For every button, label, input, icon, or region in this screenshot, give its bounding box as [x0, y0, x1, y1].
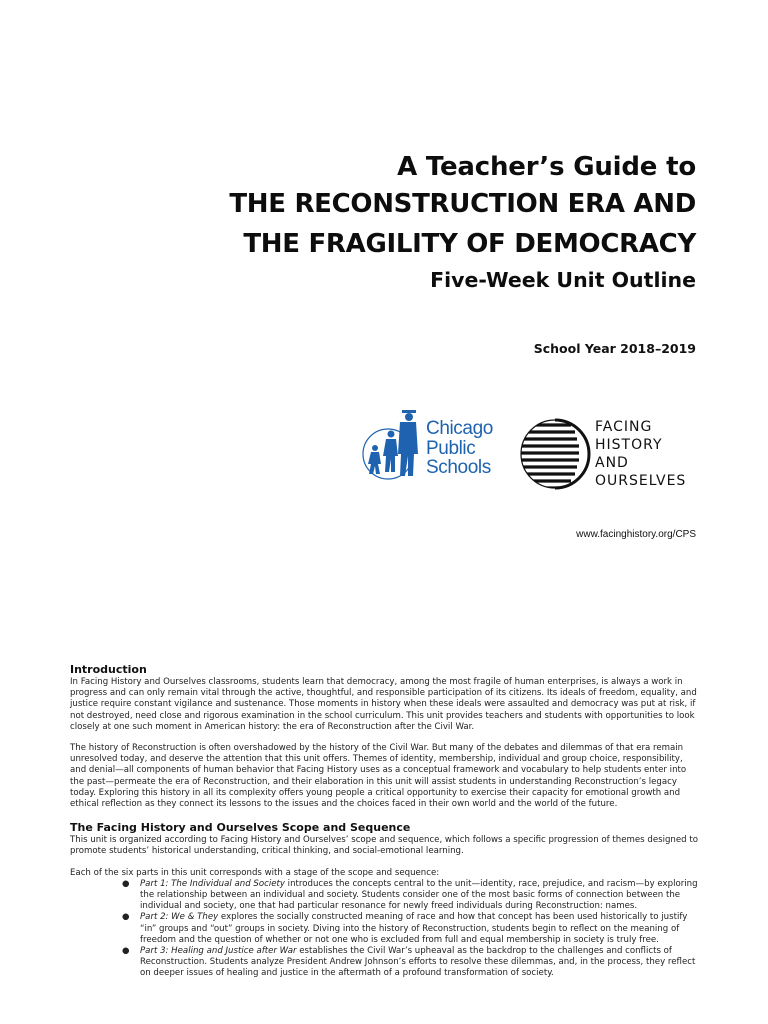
- chicago-public-schools-logo: [358, 404, 516, 486]
- cps-wordmark: [426, 419, 493, 478]
- cps-word-1: Chicago: [426, 418, 493, 439]
- fho-striped-globe-icon: [519, 417, 591, 491]
- subtitle: Five-Week Unit Outline: [430, 268, 696, 292]
- title-block: [76, 150, 696, 294]
- bullet-icon: ●: [122, 878, 130, 889]
- bullet-icon: ●: [122, 912, 130, 923]
- part-text: explores the socially constructed meaning of race and how that concept has been used historically to justify “in” groups and “out” groups in society. Diving into the history of Reconstruction, students begin to reflect on the meaning of freedom and the question of whether or not one who is excluded from full and equal membership in society is truly free.: [140, 912, 688, 945]
- facing-history-logo: [519, 417, 699, 493]
- fho-word-1: FACING: [595, 419, 653, 435]
- fho-word-3: AND: [595, 455, 629, 471]
- part-text: introduces the concepts central to the unit—identity, race, prejudice, and racism—by exploring the relationship between an individual and society. Students consider one of the most basic forms of connection between the individual and society, one that had particular resonance for newly freed individuals during Reconstruction: names.: [140, 878, 698, 912]
- fho-wordmark: [595, 418, 686, 490]
- part-text: establishes the Civil War’s upheaval as the backdrop to the challenges and conflicts of Reconstruction. Students analyze President Andrew Johnson’s efforts to resolve these dilemmas, and, in the process, they reflect on deeper issues of healing and justice in the aftermath of a profound transformation of society.: [140, 946, 696, 979]
- part-title: Part 3: Healing and Justice after War: [140, 946, 297, 957]
- list-item: [122, 912, 698, 946]
- title-line-1: A Teacher’s Guide to: [397, 152, 696, 182]
- fho-word-4: OURSELVES: [595, 473, 687, 489]
- introduction-heading: Introduction: [70, 663, 147, 676]
- bullet-icon: ●: [122, 946, 130, 957]
- parts-list: [70, 879, 698, 980]
- cps-figures-icon: [358, 404, 428, 486]
- part-title: Part 1: The Individual and Society: [140, 878, 285, 889]
- scope-paragraph-1: This unit is organized according to Facing History and Ourselves’ scope and sequence, which follows a specific progression of themes designed to promote students’ historical understanding, critical thinking, and social-emotional learning.: [70, 835, 698, 857]
- introduction-paragraph-1: In Facing History and Ourselves classrooms, students learn that democracy, among the most fragile of human enterprises, is always a work in progress and can only remain vital through the active, thoughtful, and responsible participation of its citizens. Its ideals of freedom, equality, and justice require constant vigilance and sustenance. Those moments in history when these ideals were assaulted and democracy was put at risk, if not destroyed, need close and rigorous examination in the school curriculum. This unit provides teachers and students with opportunities to look closely at one such moment in American history: the era of Reconstruction after the Civil War.: [70, 677, 697, 732]
- website-link[interactable]: www.facinghistory.org/CPS: [576, 529, 696, 540]
- body-text: [70, 662, 698, 980]
- scope-paragraph-2: Each of the six parts in this unit corresponds with a stage of the scope and sequence:: [70, 867, 440, 878]
- introduction-paragraph-2: The history of Reconstruction is often overshadowed by the history of the Civil War. But many of the debates and dilemmas of that era remain unresolved today, and deserve the attention that this unit offers. Themes of identity, membership, individual and group choice, responsibility, and denial—all components of human behavior that Facing History uses as a conceptual framework and vocabulary to help students enter into the past—permeate the era of Reconstruction, and their elaboration in this unit will assist students in understanding Reconstruction’s legacy today. Exploring this history in all its complexity offers young people a critical opportunity to exercise their capacity for emotional growth and ethical reflection as they connect its lessons to the issues and the choices faced in their own world and the world of the future.: [70, 743, 687, 810]
- part-title: Part 2: We & They: [140, 912, 219, 923]
- school-year: School Year 2018–2019: [533, 341, 696, 356]
- title-line-3: THE FRAGILITY OF DEMOCRACY: [243, 229, 696, 259]
- list-item: [122, 878, 698, 913]
- title-line-2: THE RECONSTRUCTION ERA AND: [229, 189, 696, 219]
- cps-word-3: Schools: [426, 457, 491, 478]
- cps-word-2: Public: [426, 437, 476, 459]
- fho-word-2: HISTORY: [595, 437, 663, 453]
- scope-heading: The Facing History and Ourselves Scope and Sequence: [70, 821, 411, 835]
- list-item: [122, 946, 698, 980]
